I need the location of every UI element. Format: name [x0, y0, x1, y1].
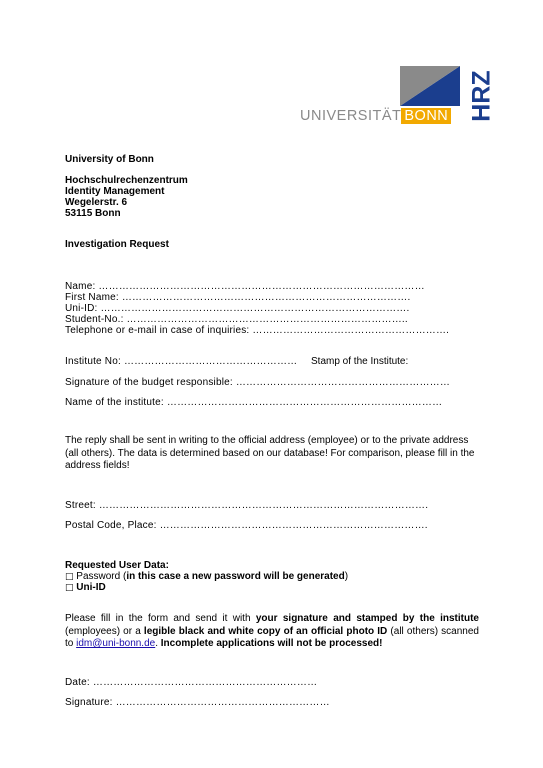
telephone-field[interactable]: Telephone or e-mail in case of inquiries: …………………………………………………. — [65, 325, 450, 336]
uniid-option[interactable] — [65, 582, 106, 594]
email-link[interactable]: idm@uni-bonn.de — [76, 638, 156, 649]
password-label: Password ( — [76, 571, 127, 582]
password-checkbox[interactable]: □ — [65, 572, 74, 582]
logo-bonn-text: BONN — [401, 108, 451, 124]
requested-heading: Requested User Data: — [65, 560, 169, 571]
postal-code-field[interactable]: Postal Code, Place: ……………………………………………………………………. — [65, 520, 428, 531]
uniid-checkbox[interactable]: □ — [65, 583, 74, 593]
address-line-2: Identity Management — [65, 186, 165, 197]
signature-budget-field[interactable]: Signature of the budget responsible: ……………………………………………………… — [65, 377, 451, 388]
institute-no-field[interactable]: Institute No: …………………………………………… — [65, 356, 298, 367]
logo-university-text: UNIVERSITÄT BONN — [300, 108, 451, 124]
uni-id-field[interactable]: Uni-ID: ………………………………………………………………………………. — [65, 303, 410, 314]
first-name-field[interactable]: First Name: …………………………………………………………………………. — [65, 292, 411, 303]
date-field[interactable]: Date: ………………………………………………………… — [65, 677, 318, 688]
stamp-label: Stamp of the Institute: — [311, 356, 409, 367]
logo-graphic — [400, 66, 460, 106]
page-title: Investigation Request — [65, 239, 169, 250]
student-no-field[interactable]: Student-No.: ……………………………………………………………………….. — [65, 314, 408, 325]
street-field[interactable]: Street: ……………………………………………………………………………………. — [65, 500, 429, 511]
address-line-3: Wegelerstr. 6 — [65, 197, 128, 208]
institute-name-field[interactable]: Name of the institute: ……………………………………………………………………… — [65, 397, 443, 408]
password-note: in this case a new password will be generated — [126, 571, 345, 582]
reply-note: The reply shall be sent in writing to the official address (employee) or to the private address (all others). The data is determined based on our database! For comparison, please fill in the address fields! — [65, 435, 475, 471]
address-line-1: Hochschulrechenzentrum — [65, 175, 188, 186]
name-field[interactable]: Name: …………………………………………………………………………………… — [65, 281, 425, 292]
signature-field[interactable]: Signature: ……………………………………………………… — [65, 697, 330, 708]
uniid-label: Uni-ID — [76, 582, 106, 593]
password-close: ) — [344, 571, 349, 582]
password-option[interactable] — [65, 571, 348, 583]
address-line-4: 53115 Bonn — [65, 208, 121, 219]
instructions: Please fill in the form and send it with your signature and stamped by the institute (employees) or a legible black and white copy of an official photo ID (all others) scanned to idm@uni-bonn.de. Incomplete applications will not be processed! — [65, 613, 479, 649]
university-name: University of Bonn — [65, 154, 154, 165]
logo-hrz: HRZ — [467, 70, 496, 122]
